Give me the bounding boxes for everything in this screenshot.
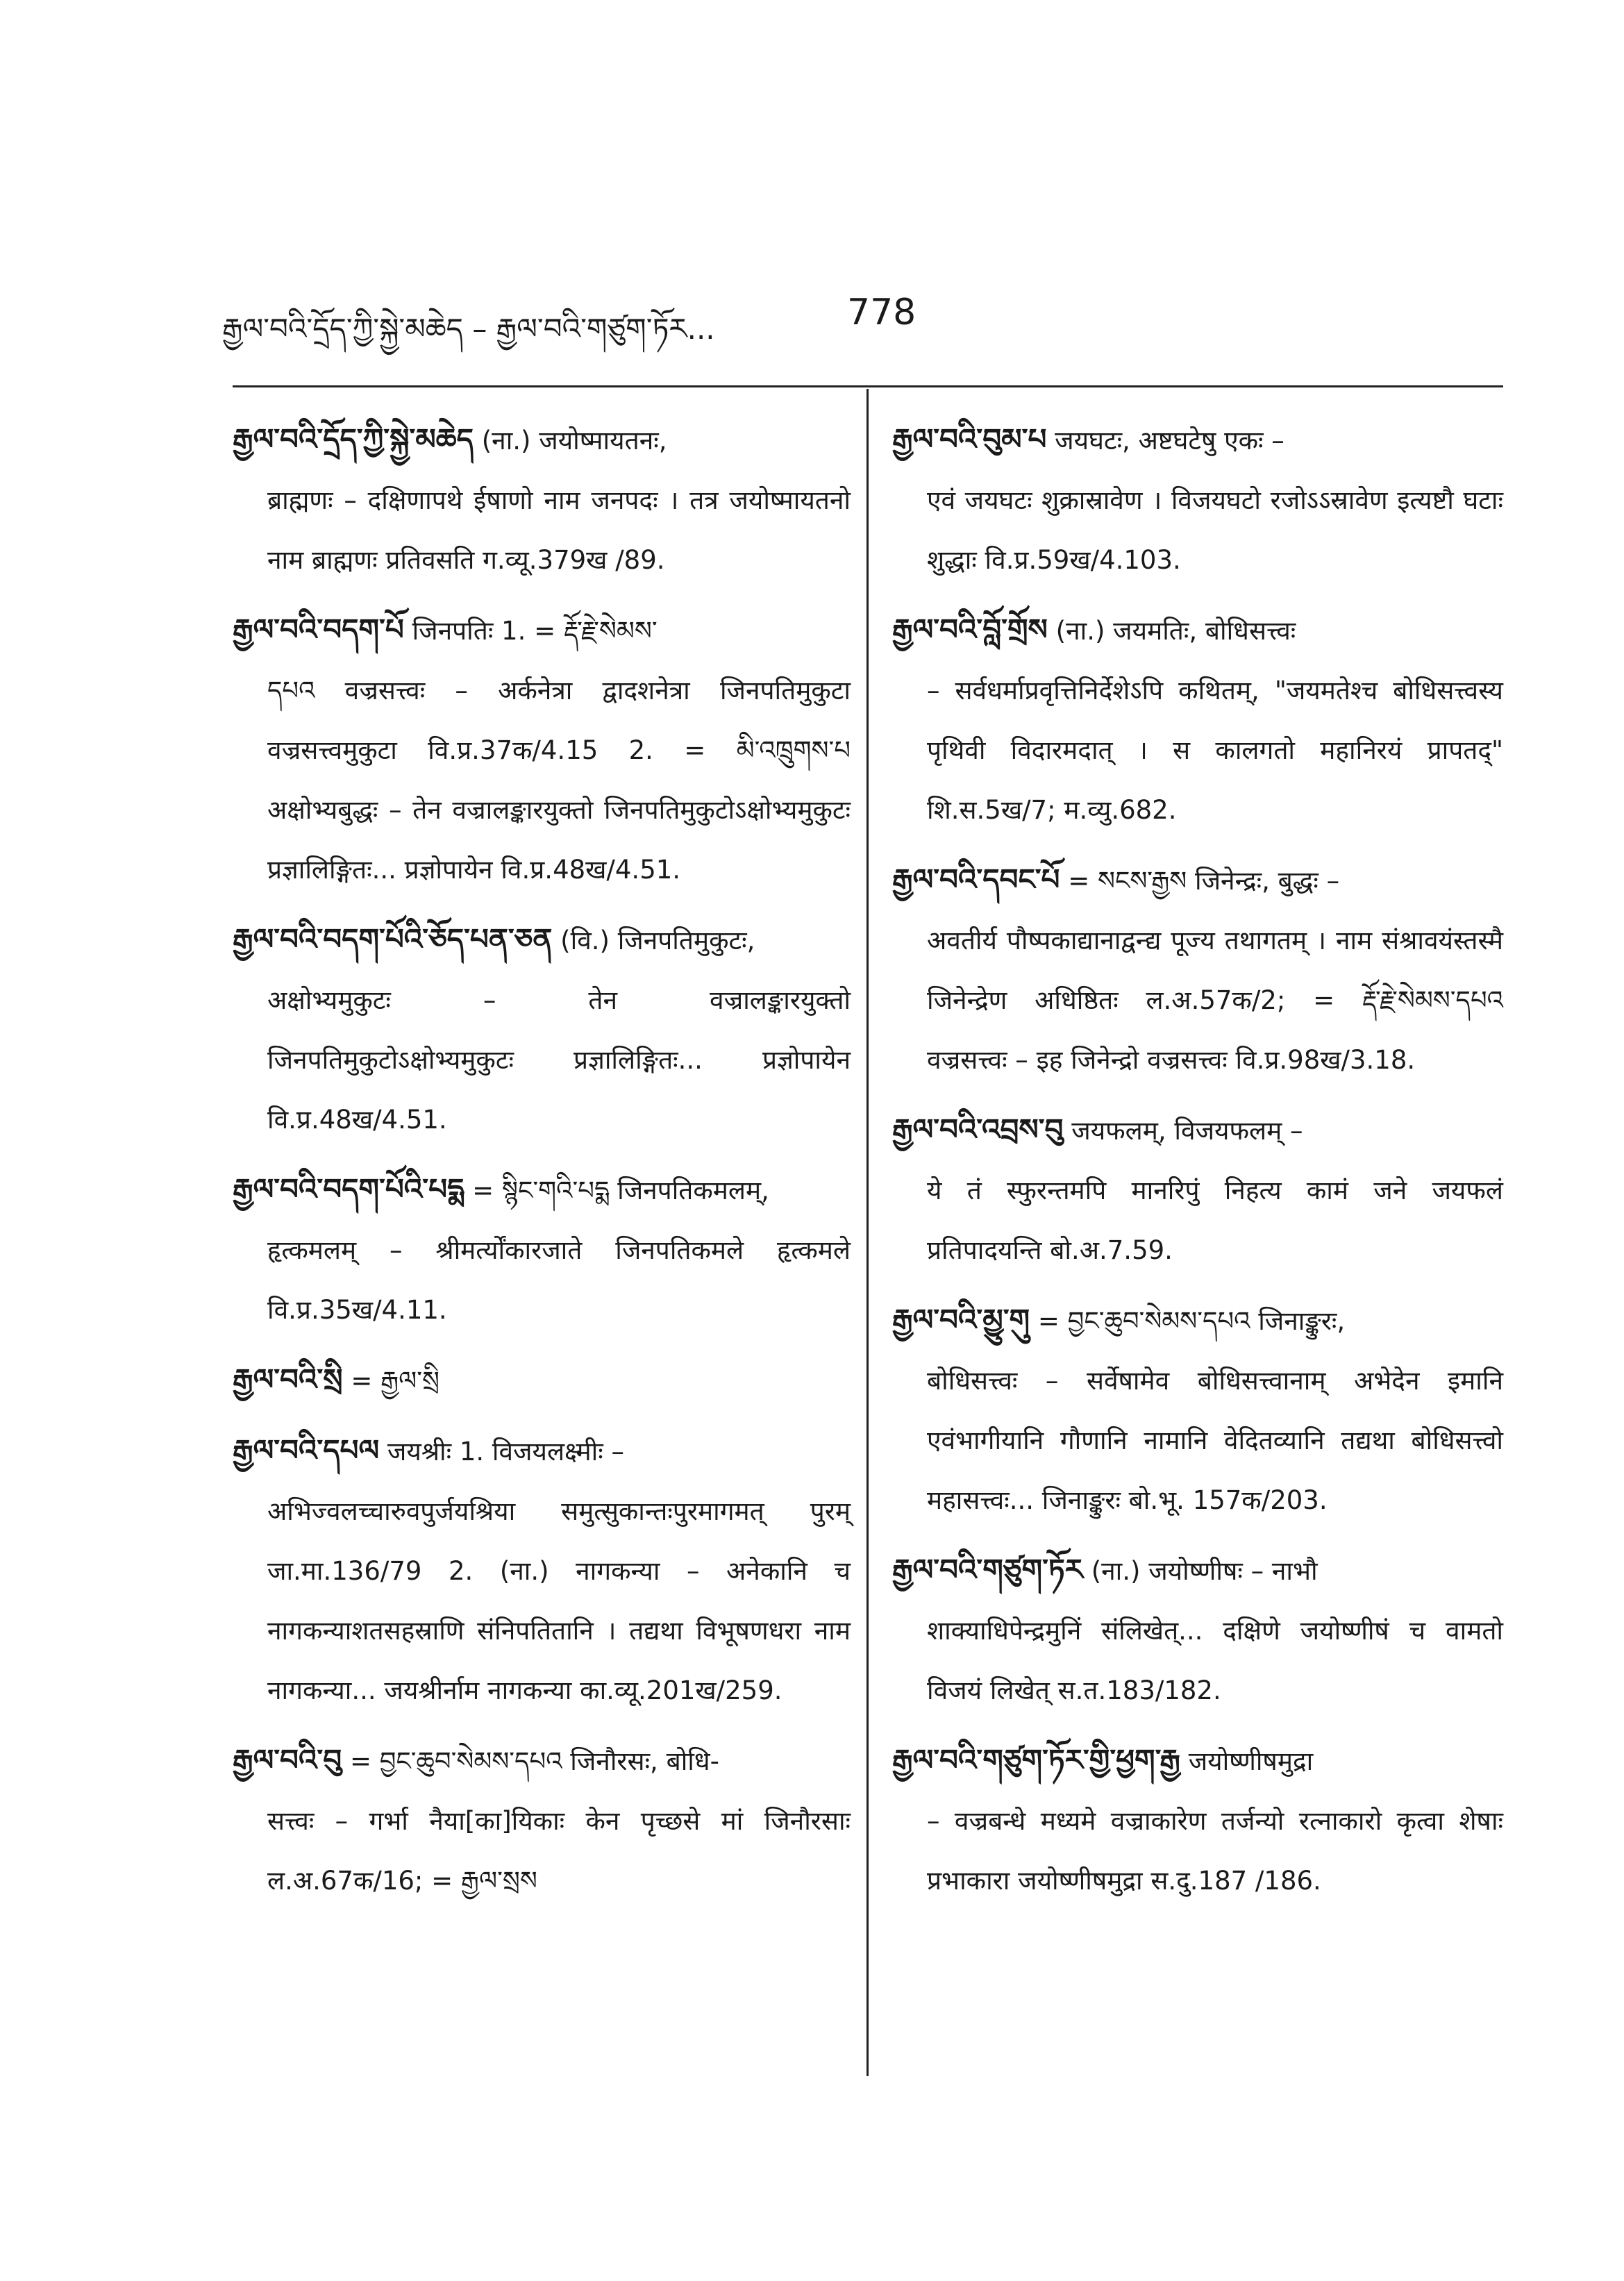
dictionary-entry xyxy=(233,1730,851,1911)
entry-lead: (ना.) जयमतिः, बोधिसत्त्वः xyxy=(1055,616,1296,646)
entry-lead: जयश्रीः 1. विजयलक्ष्मीः – xyxy=(387,1437,624,1467)
entry-lead: = རྒྱལ་སྲི xyxy=(351,1366,440,1396)
entry-body: དཔའ वज्रसत्त्वः – अर्कनेत्रा द्वादशनेत्रा जिनपतिमुकुटा वज्रसत्त्वमुकुटा वि.प्र.37क/4.15 2. = མི་འཁྲུགས་པ अक्षोभ्यबुद्धः – तेन वज्रालङ्कारयुक्तो जिनपतिमुकुटोऽक्षोभ्यमुकुटः प्रज्ञालिङ्गितः... प्रज्ञोपायेन वि.प्र.48ख/4.51. xyxy=(267,676,851,885)
entry-headword: རྒྱལ་བའི་བུམ་པ xyxy=(892,422,1047,456)
running-head-text: རྒྱལ་བའི་དྲོད་ཀྱི་སྐྱེ་མཆེད – རྒྱལ་བའི་གཙུག་ཏོར... xyxy=(222,312,715,346)
entry-body: शाक्याधिपेन्द्रमुनिं संलिखेत्... दक्षिणे जयोष्णीषं च वामतो विजयं लिखेत् स.त.183/182. xyxy=(927,1616,1503,1705)
dictionary-entry xyxy=(892,600,1503,840)
entry-body: – वज्रबन्धे मध्यमे वज्राकारेण तर्जन्यो रत्नाकारो कृत्वा शेषाः प्रभाकारा जयोष्णीषमुद्रा स.दु.187 /186. xyxy=(927,1806,1503,1896)
entry-headword: རྒྱལ་བའི་གཙུག་ཏོར xyxy=(892,1553,1083,1587)
dictionary-entry xyxy=(892,410,1503,590)
entry-headword: རྒྱལ་བའི་བུ xyxy=(233,1743,342,1777)
entry-body: सत्त्वः – गर्भा नैया[का]यिकाः केन पृच्छसे मां जिनौरसाः ल.अ.67क/16; = རྒྱལ་སྲས xyxy=(267,1806,851,1896)
entry-body: अक्षोभ्यमुकुटः – तेन वज्रालङ्कारयुक्तो जिनपतिमुकुटोऽक्षोभ्यमुकुटः प्रज्ञालिङ्गितः... प्रज्ञोपायेन वि.प्र.48ख/4.51. xyxy=(267,985,851,1135)
entry-lead: (ना.) जयोष्मायतनः, xyxy=(481,426,667,456)
entry-headword: རྒྱལ་བའི་མྱུ་གུ xyxy=(892,1303,1030,1337)
entry-headword: རྒྱལ་བའི་དྲོད་ཀྱི་སྐྱེ་མཆེད xyxy=(233,422,474,456)
entry-headword: རྒྱལ་བའི་གཙུག་ཏོར་གྱི་ཕྱག་རྒྱ xyxy=(892,1743,1180,1777)
entry-body: एवं जयघटः शुक्रास्रावेण । विजयघटो रजोऽऽस्रावेण इत्यष्टौ घटाः शुद्धाः वि.प्र.59ख/4.103. xyxy=(927,485,1503,575)
dictionary-entry xyxy=(892,850,1503,1090)
dictionary-entry xyxy=(892,1730,1503,1911)
right-column xyxy=(892,410,1503,1921)
entry-lead: = སངས་རྒྱས जिनेन्द्रः, बुद्धः – xyxy=(1068,866,1340,896)
entry-lead: = བྱང་ཆུབ་སེམས་དཔའ जिनाङ्कुरः, xyxy=(1037,1306,1346,1336)
entry-headword: རྒྱལ་བའི་བདག་པོའི་པདྨ xyxy=(233,1172,464,1206)
dictionary-entry xyxy=(892,1540,1503,1721)
entry-headword: རྒྱལ་བའི་སྲི xyxy=(233,1362,343,1396)
entry-headword: རྒྱལ་བའི་དཔལ xyxy=(233,1433,380,1467)
entry-headword: རྒྱལ་བའི་བདག་པོ xyxy=(233,612,404,646)
entry-headword: རྒྱལ་བའི་དབང་པོ xyxy=(892,862,1060,896)
entry-lead: जयघटः, अष्टघटेषु एकः – xyxy=(1055,426,1284,456)
entry-body: हृत्कमलम् – श्रीमर्त्योंकारजाते जिनपतिकमले हृत्कमले वि.प्र.35ख/4.11. xyxy=(267,1235,851,1325)
entry-lead: (वि.) जिनपतिमुकुटः, xyxy=(560,926,755,955)
dictionary-entry xyxy=(233,910,851,1150)
dictionary-entry xyxy=(892,1100,1503,1280)
entry-headword: རྒྱལ་བའི་བདག་པོའི་ཅོད་པན་ཅན xyxy=(233,922,553,956)
entry-body: ब्राह्मणः – दक्षिणापथे ईषाणो नाम जनपदः । तत्र जयोष्मायतनो नाम ब्राह्मणः प्रतिवसति ग.व्यू.379ख /89. xyxy=(267,485,851,575)
column-divider xyxy=(867,389,869,2076)
header-rule xyxy=(233,385,1503,387)
entry-lead: जयफलम्, विजयफलम् – xyxy=(1071,1116,1303,1146)
entry-lead: जिनपतिः 1. = རྡོ་རྗེ་སེམས་ xyxy=(412,616,658,646)
dictionary-entry xyxy=(233,600,851,900)
dictionary-entry xyxy=(892,1290,1503,1530)
entry-lead: (ना.) जयोष्णीषः – नाभौ xyxy=(1091,1556,1318,1586)
dictionary-entry xyxy=(233,1421,851,1721)
entry-body: अभिज्वलच्चारुवपुर्जयश्रिया समुत्सुकान्तःपुरमागमत् पुरम् जा.मा.136/79 2. (ना.) नागकन्या – अनेकानि च नागकन्याशतसहस्राणि संनिपतितानि । तद्यथा विभूषणधरा नाम नागकन्या... जयश्रीर्नाम नागकन्या का.व्यू.201ख/259. xyxy=(267,1496,851,1705)
entry-body: बोधिसत्त्वः – सर्वेषामेव बोधिसत्त्वानाम् अभेदेन इमानि एवंभागीयानि गौणानि नामानि वेदितव्यानि तद्यथा बोधिसत्त्वो महासत्त्वः... जिनाङ्कुरः बो.भू. 157क/203. xyxy=(927,1366,1503,1515)
entry-body: – सर्वधर्माप्रवृत्तिनिर्देशेऽपि कथितम्, "जयमतेश्च बोधिसत्त्वस्य पृथिवी विदारमदात् । स कालगतो महानिरयं प्रापतद्" शि.स.5ख/7; म.व्यु.682. xyxy=(927,676,1503,825)
left-column xyxy=(233,410,851,1921)
dictionary-entry xyxy=(233,1160,851,1340)
dictionary-entry xyxy=(233,410,851,590)
entry-body: ये तं स्फुरन्तमपि मानरिपुं निहत्य कामं जने जयफलं प्रतिपादयन्ति बो.अ.7.59. xyxy=(927,1176,1503,1265)
entry-lead: = སྙིང་གའི་པདྨ जिनपतिकमलम्, xyxy=(472,1176,769,1205)
entry-headword: རྒྱལ་བའི་འབྲས་བུ xyxy=(892,1112,1064,1146)
entry-lead: = བྱང་ཆུབ་སེམས་དཔའ जिनौरसः, बोधि- xyxy=(349,1746,719,1776)
page-number: 778 xyxy=(847,292,916,333)
dictionary-entry xyxy=(233,1350,851,1411)
entry-body: अवतीर्य पौष्पकाद्यानाद्वन्द्य पूज्य तथागतम् । नाम संश्रावयंस्तस्मै जिनेन्द्रेण अधिष्ठितः ल.अ.57क/2; = རྡོ་རྗེ་སེམས་དཔའ वज्रसत्त्वः – इह जिनेन्द्रो वज्रसत्त्वः वि.प्र.98ख/3.18. xyxy=(927,926,1503,1075)
entry-lead: जयोष्णीषमुद्रा xyxy=(1188,1746,1314,1776)
entry-headword: རྒྱལ་བའི་བློ་གྲོས xyxy=(892,612,1048,646)
running-header xyxy=(222,292,916,346)
